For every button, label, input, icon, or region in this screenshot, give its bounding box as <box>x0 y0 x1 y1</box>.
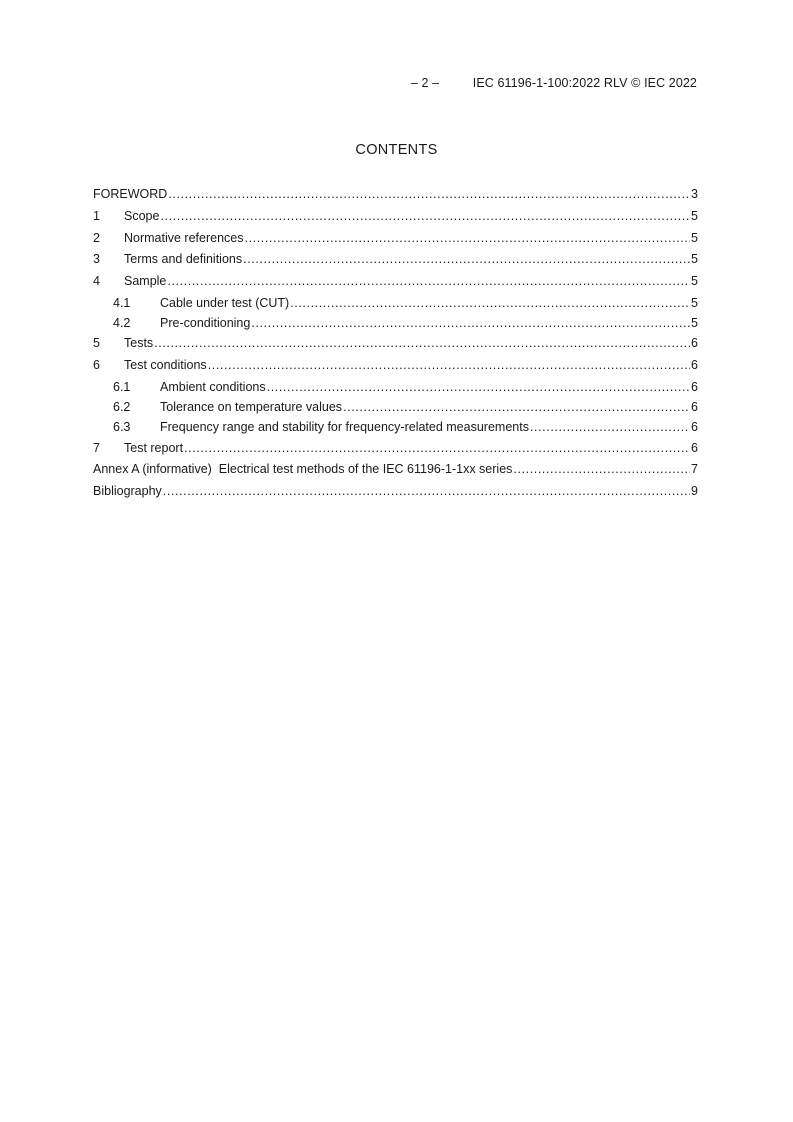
toc-leader-dots <box>184 438 690 460</box>
toc-entry-title: Pre-conditioning <box>160 316 251 331</box>
toc-entry-number: 3 <box>93 252 100 267</box>
toc-entry-page: 6 <box>691 400 698 415</box>
toc-entry-title: Normative references <box>124 230 244 245</box>
toc-entry-number: 5 <box>93 336 100 351</box>
toc-entry-page: 6 <box>691 336 698 351</box>
toc-leader-dots <box>163 481 690 503</box>
toc-leader-dots <box>168 184 690 206</box>
toc-entry-frequency-range[interactable] <box>93 417 698 437</box>
table-of-contents <box>93 184 698 503</box>
toc-entry-page: 6 <box>691 358 698 373</box>
toc-leader-dots <box>208 355 690 377</box>
toc-entry-page: 5 <box>691 208 698 223</box>
toc-entry-title: Ambient conditions <box>160 379 266 394</box>
toc-entry-title: Annex A (informative) Electrical test methods of the IEC 61196-1-1xx series <box>93 462 513 477</box>
toc-entry-pre-conditioning[interactable] <box>93 313 698 333</box>
toc-entry-number: 6.1 <box>113 379 131 394</box>
toc-entry-ambient-conditions[interactable] <box>93 377 698 397</box>
toc-entry-page: 5 <box>691 274 698 289</box>
toc-leader-dots <box>243 249 690 271</box>
toc-entry-annex-a[interactable] <box>93 459 698 481</box>
toc-entry-number: 1 <box>93 208 100 223</box>
toc-leader-dots <box>167 271 690 293</box>
toc-entry-title: Bibliography <box>93 484 162 499</box>
toc-leader-dots <box>154 333 690 355</box>
toc-leader-dots <box>160 206 690 228</box>
toc-entry-title: Frequency range and stability for frequency-related measurements <box>160 420 529 435</box>
toc-entry-bibliography[interactable] <box>93 481 698 503</box>
toc-entry-number: 4.2 <box>113 316 131 331</box>
toc-leader-dots <box>251 313 690 333</box>
toc-entry-title: Tests <box>124 336 154 351</box>
toc-entry-number: 6 <box>93 358 100 373</box>
toc-entry-page: 3 <box>691 187 698 201</box>
toc-entry-page: 5 <box>691 252 698 267</box>
toc-leader-dots <box>530 417 690 437</box>
toc-entry-terms-and-definitions[interactable] <box>93 249 698 271</box>
toc-entry-number: 2 <box>93 230 100 245</box>
toc-entry-scope[interactable] <box>93 206 698 228</box>
document-id: IEC 61196-1-100:2022 RLV © IEC 2022 <box>472 76 697 90</box>
toc-entry-page: 5 <box>691 316 698 331</box>
toc-entry-page: 5 <box>691 295 698 310</box>
toc-entry-tolerance-on-temperature[interactable] <box>93 397 698 417</box>
toc-entry-page: 9 <box>691 484 698 499</box>
toc-entry-cable-under-test[interactable] <box>93 293 698 313</box>
contents-title: CONTENTS <box>355 142 438 158</box>
toc-entry-title: Cable under test (CUT) <box>160 295 290 310</box>
page-number: – 2 – <box>410 76 440 90</box>
toc-entry-title: Sample <box>124 274 167 289</box>
toc-entry-title: FOREWORD <box>93 187 168 201</box>
toc-leader-dots <box>290 293 690 313</box>
toc-entry-title: Tolerance on temperature values <box>160 400 343 415</box>
toc-entry-number: 6.3 <box>113 420 131 435</box>
toc-entry-page: 7 <box>691 462 698 477</box>
toc-entry-number: 4.1 <box>113 295 131 310</box>
toc-entry-tests[interactable] <box>93 333 698 355</box>
toc-leader-dots <box>267 377 690 397</box>
toc-entry-test-report[interactable] <box>93 438 698 460</box>
toc-entry-normative-references[interactable] <box>93 228 698 250</box>
toc-entry-number: 7 <box>93 440 100 455</box>
toc-leader-dots <box>245 228 691 250</box>
toc-entry-page: 5 <box>691 230 698 245</box>
toc-entry-page: 6 <box>691 440 698 455</box>
toc-leader-dots <box>513 459 690 481</box>
toc-entry-number: 4 <box>93 274 100 289</box>
toc-entry-foreword[interactable] <box>93 184 698 206</box>
toc-entry-page: 6 <box>691 379 698 394</box>
toc-entry-title: Test report <box>124 440 184 455</box>
toc-entry-number: 6.2 <box>113 400 131 415</box>
toc-leader-dots <box>343 397 690 417</box>
toc-entry-title: Scope <box>124 208 160 223</box>
toc-entry-page: 6 <box>691 420 698 435</box>
toc-entry-title: Test conditions <box>124 358 207 373</box>
toc-entry-title: Terms and definitions <box>124 252 243 267</box>
toc-entry-test-conditions[interactable] <box>93 355 698 377</box>
toc-entry-sample[interactable] <box>93 271 698 293</box>
page-header <box>411 76 697 90</box>
